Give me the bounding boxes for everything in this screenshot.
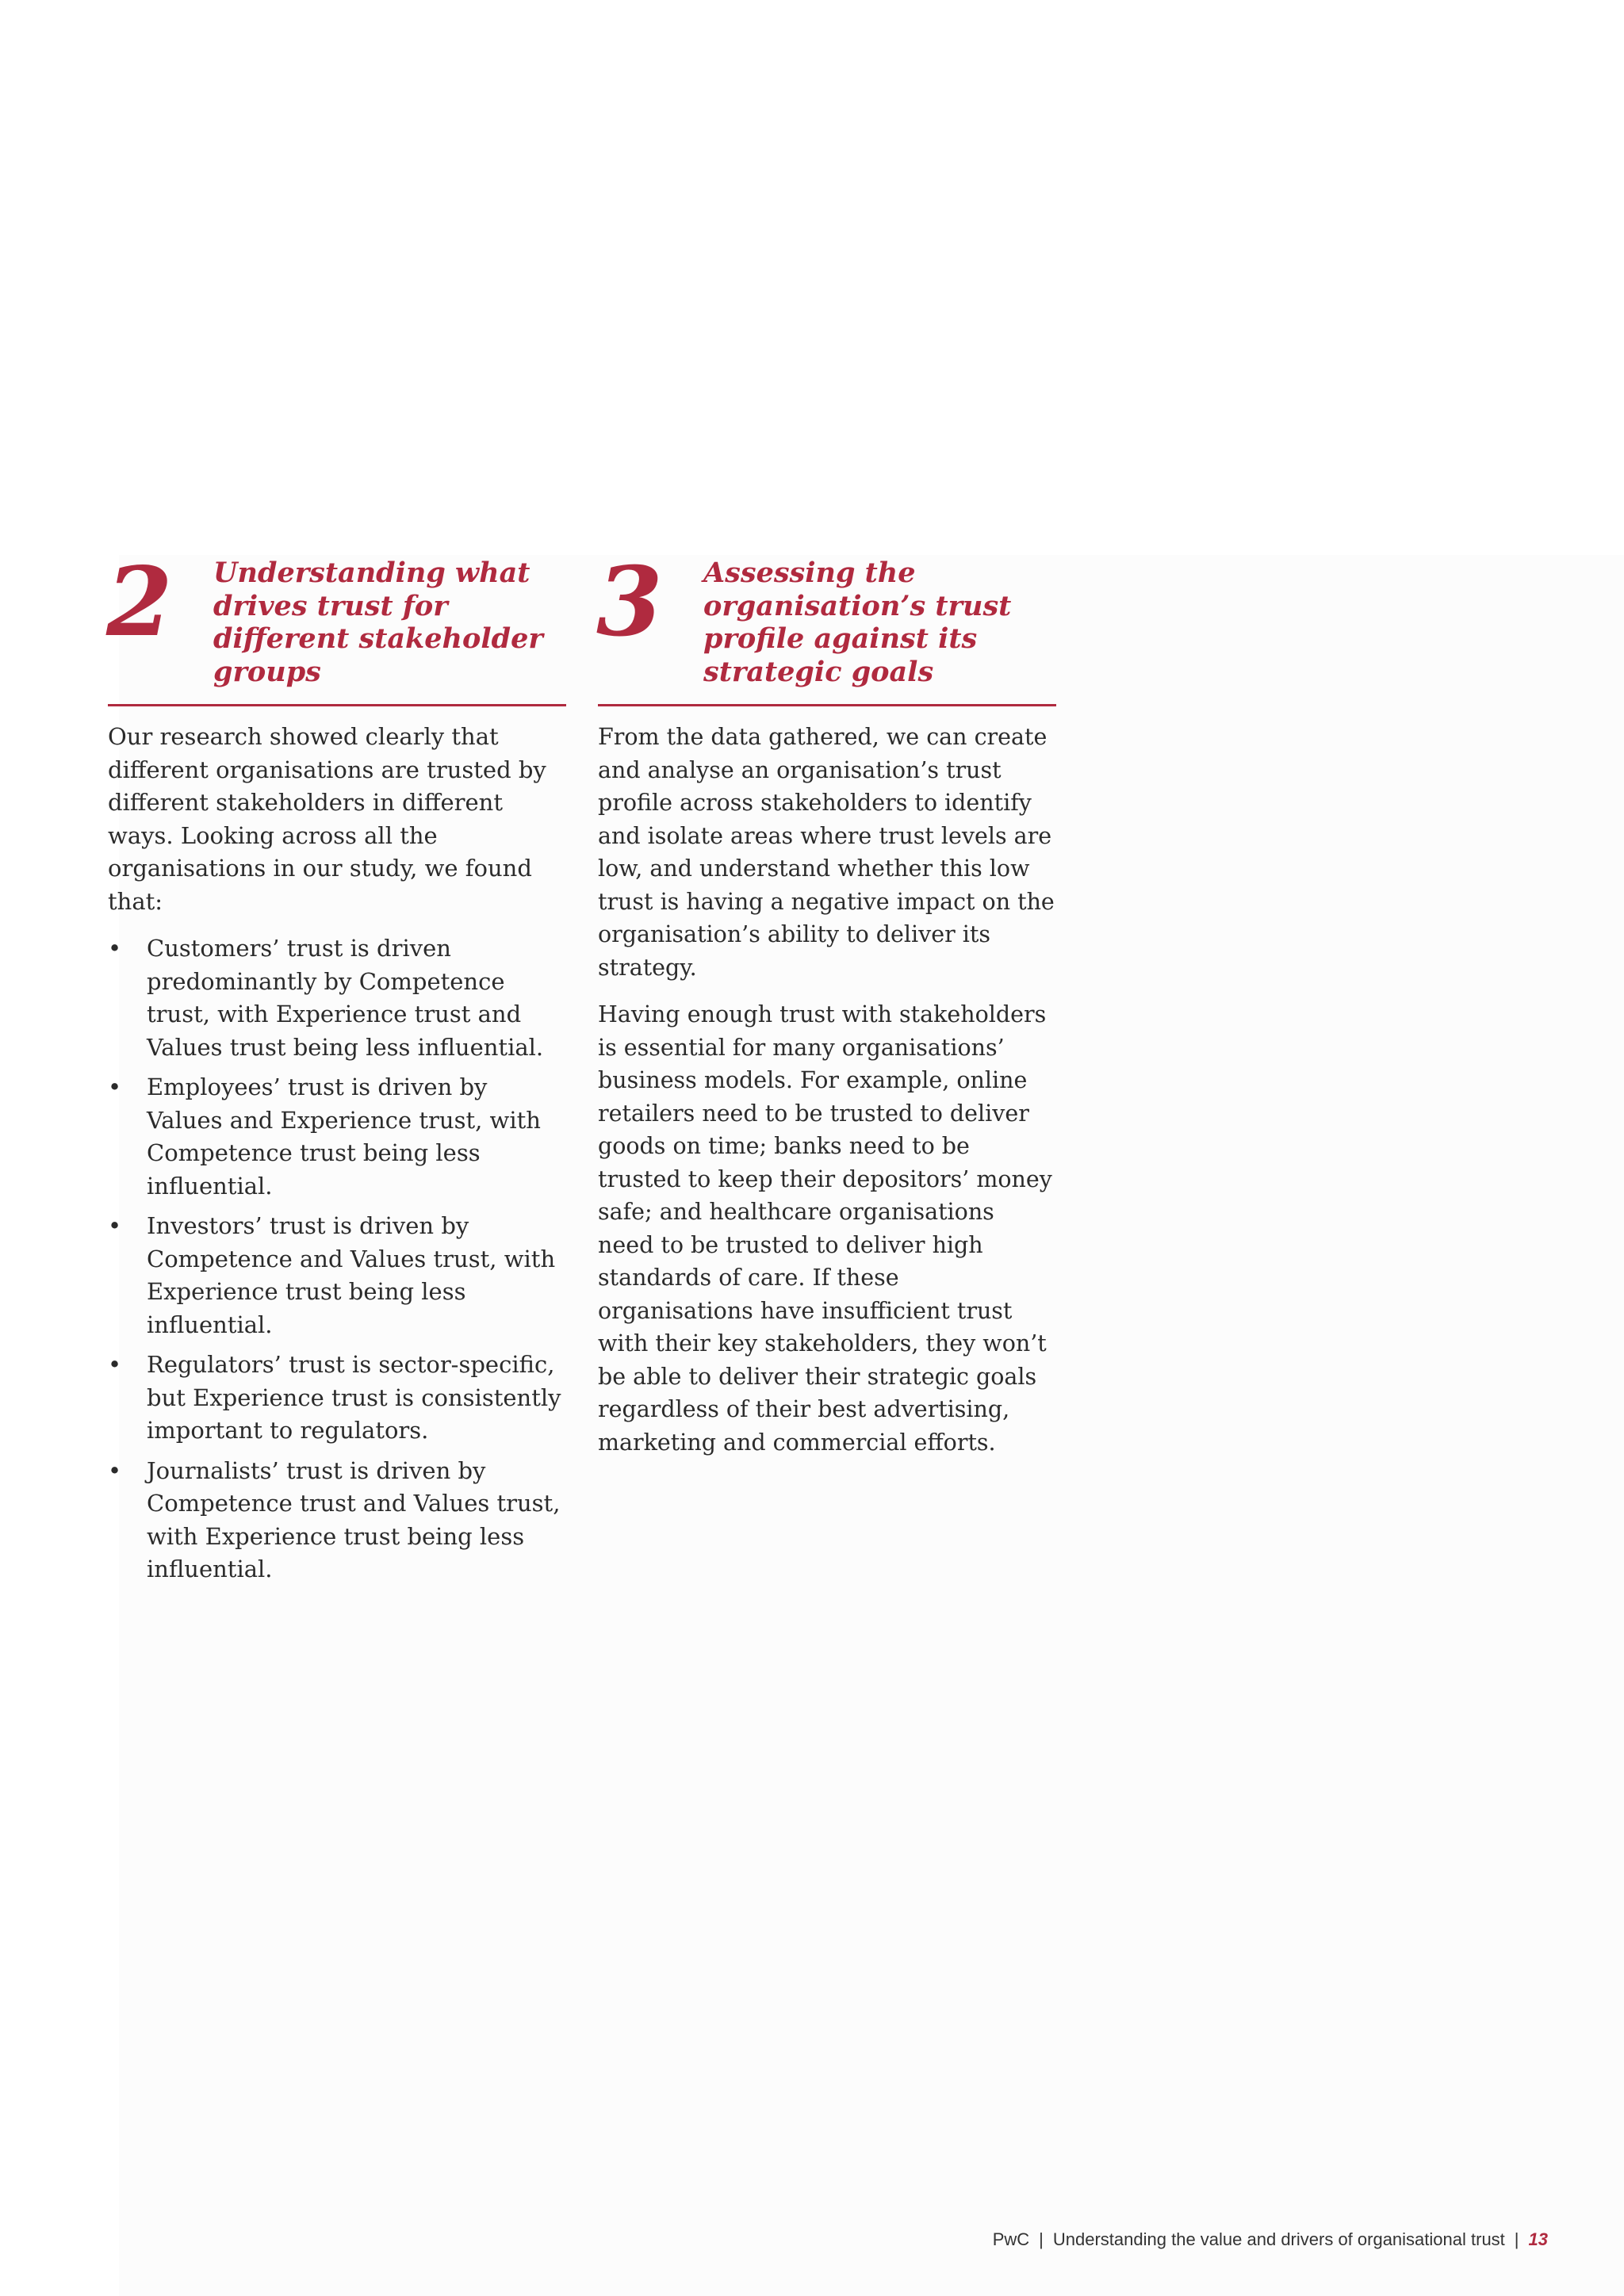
section-2 xyxy=(106,546,566,1594)
bullet-icon: • xyxy=(108,1351,122,1378)
list-item-text: Investors’ trust is driven by Competence and Values trust, with Experience trust being less influential. xyxy=(147,1212,556,1338)
section-3 xyxy=(596,546,1056,1473)
section-3-body xyxy=(598,706,1056,1459)
section-number: 2 xyxy=(106,546,173,658)
bullet-icon: • xyxy=(108,1456,122,1484)
bullet-list xyxy=(108,932,566,1586)
body-paragraph: Having enough trust with stakeholders is essential for many organisations’ business models. For example, online retailers need to be trusted to deliver goods on time; banks need to be trusted to keep their depositors’ money safe; and healthcare organisations need to be trusted to deliver high standards of care. If these organisations have insufficient trust with their key stakeholders, they won’t be able to deliver their strategic goals regardless of their best advertising, marketing and commercial efforts. xyxy=(598,1001,1052,1456)
bullet-icon: • xyxy=(108,1212,122,1239)
list-item xyxy=(108,932,566,1064)
footer-doc-title: Understanding the value and drivers of organisational trust xyxy=(1052,2229,1505,2249)
list-item-text: Customers’ trust is driven predominantly by Competence trust, with Experience trust and Values trust being less influential. xyxy=(147,935,544,1061)
page-footer xyxy=(993,2229,1548,2250)
section-2-body xyxy=(108,706,566,1586)
footer-separator: | xyxy=(1039,2229,1044,2249)
page-number: 13 xyxy=(1528,2229,1548,2249)
section-2-header xyxy=(106,546,566,706)
list-item xyxy=(108,1071,566,1203)
bullet-icon: • xyxy=(108,1073,122,1100)
list-item-text: Journalists’ trust is driven by Competence trust and Values trust, with Experience trust being less influential. xyxy=(147,1456,561,1582)
section-title: Understanding what drives trust for different stakeholder groups xyxy=(213,557,543,688)
list-item-text: Regulators’ trust is sector-specific, but Experience trust is consistently important to regulators. xyxy=(147,1351,561,1444)
body-paragraph: From the data gathered, we can create and analyse an organisation’s trust profile across stakeholders to identify and isolate areas where trust levels are low, and understand whether this low trust is having a negative impact on the organisation’s ability to deliver its strategy. xyxy=(598,724,1055,981)
section-number: 3 xyxy=(596,546,663,658)
bullet-icon: • xyxy=(108,935,122,962)
list-item xyxy=(108,1455,566,1586)
footer-brand: PwC xyxy=(992,2229,1030,2249)
intro-paragraph: Our research showed clearly that different organisations are trusted by different stakeholders in different ways. Looking across all the organisations in our study, we found that: xyxy=(108,723,546,915)
footer-separator: | xyxy=(1514,2229,1519,2249)
list-item xyxy=(108,1210,566,1341)
list-item xyxy=(108,1349,566,1448)
section-title: Assessing the organisation’s trust profile against its strategic goals xyxy=(703,557,1012,688)
section-3-header xyxy=(596,546,1056,706)
list-item-text: Employees’ trust is driven by Values and Experience trust, with Competence trust being less influential. xyxy=(147,1073,541,1200)
